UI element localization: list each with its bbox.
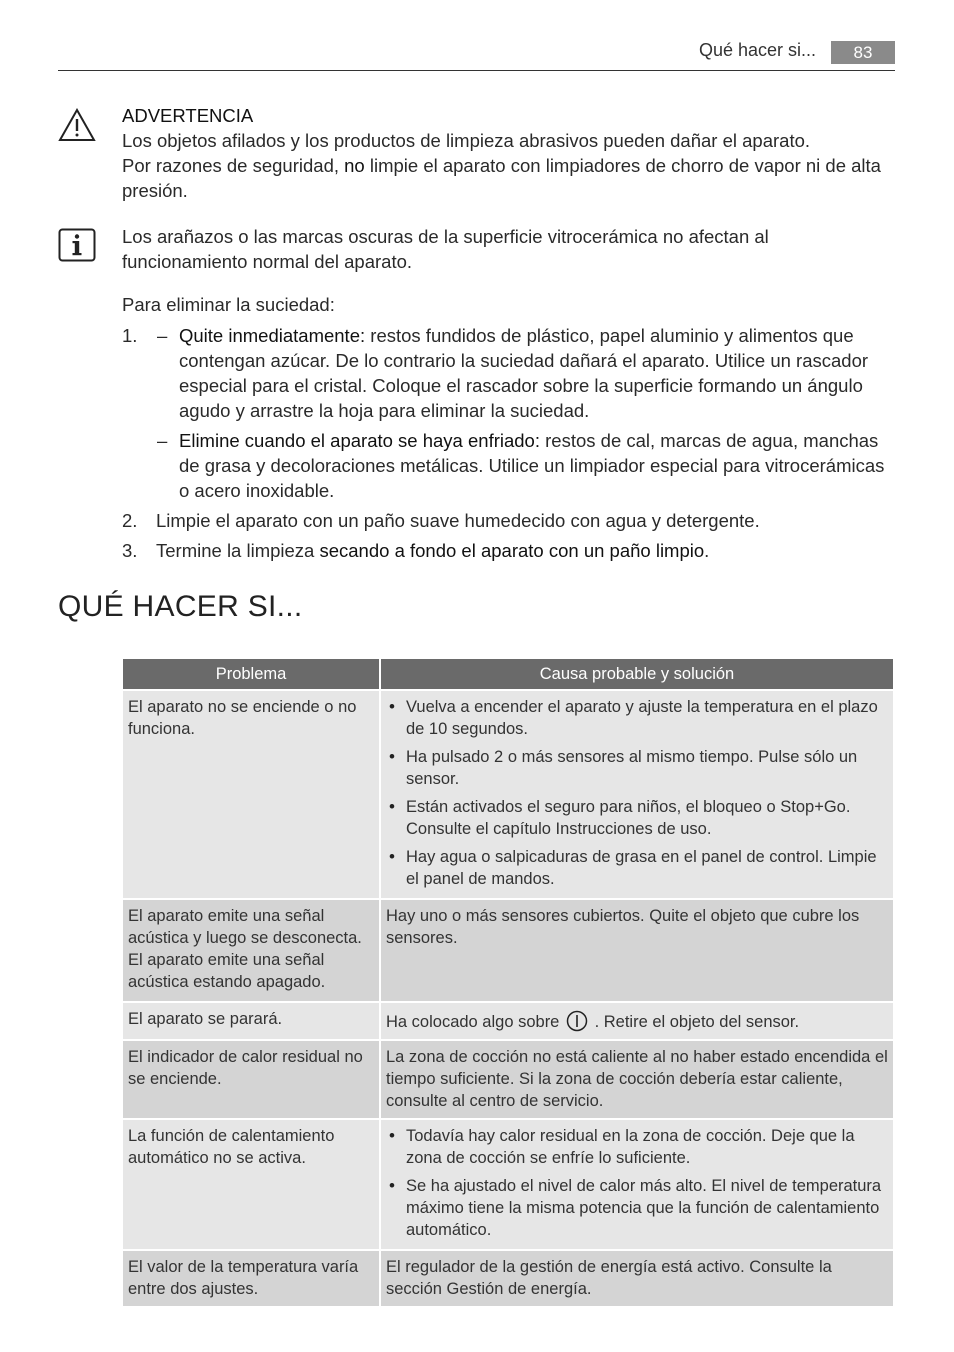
problem-cell: El aparato no se enciende o no funciona. [123,691,379,898]
warning-triangle-icon [58,108,96,142]
problem-cell: El aparato se parará. [123,1003,379,1039]
bullet-item: • Vuelva a encender el aparato y ajuste la temperatura en el plazo de 10 segundos. [386,696,888,740]
solution-cell [381,1003,893,1039]
problem-text: El aparato emite una señal acústica estando apagado. [128,951,326,991]
info-icon [58,228,96,262]
warning-line-2: Por razones de seguridad, no limpie el aparato con limpiadores de chorro de vapor ni de alta presión. [122,155,881,201]
solution-cell: La zona de cocción no está caliente al no haber estado encendida el tiempo suficiente. Si la zona de cocción debería estar caliente, consulte al centro de servicio. [381,1041,893,1118]
step-number: 3. [122,540,138,561]
step3-text: Termine la limpieza secando a fondo el aparato con un paño limpio. [156,540,710,561]
step1b-text: Elimine cuando el aparato se haya enfriado: restos de cal, marcas de agua, manchas de grasa y decoloraciones metálicas. Utilice un limpiador especial para vitrocerámicas o acero inoxidable. [179,430,885,501]
table-row [123,900,893,1001]
header-rule [58,70,895,71]
problem-cell [123,900,379,1001]
problem-text: El aparato emite una señal acústica y luego se desconecta. [128,907,362,947]
dash: – [157,430,168,451]
column-header-solution: Causa probable y solución [381,659,893,689]
solution-cell: El regulador de la gestión de energía está activo. Consulte la sección Gestión de energía. [381,1251,893,1306]
problem-cell: La función de calentamiento automático no se activa. [123,1120,379,1249]
problem-cell: El indicador de calor residual no se enciende. [123,1041,379,1118]
bullet-item: • Ha pulsado 2 o más sensores al mismo tiempo. Pulse sólo un sensor. [386,746,888,790]
solution-text: Ha colocado algo sobre [386,1013,560,1031]
troubleshooting-table [121,657,895,1308]
step1a-text: Quite inmediatamente: restos fundidos de plástico, papel aluminio y alimentos que contengan azúcar. De lo contrario la suciedad dañará el aparato. Utilice un rascador especial para el cristal. Coloque el rascador sobre la superficie formando un ángulo agudo y arrastre la hoja para eliminar la suciedad. [179,325,869,421]
column-header-problem: Problema [123,659,379,689]
warning-line-1: Los objetos afilados y los productos de limpieza abrasivos pueden dañar el aparato. [122,130,811,151]
solution-cell [381,1120,893,1249]
info-text: Los arañazos o las marcas oscuras de la superficie vitrocerámica no afectan al funcionamiento normal del aparato. [122,226,769,272]
bullet-item: • Están activados el seguro para niños, el bloqueo o Stop+Go. Consulte el capítulo Instrucciones de uso. [386,796,888,840]
section-title: QUÉ HACER SI... [58,590,303,623]
page-number: 83 [831,41,895,64]
table-row [123,1041,893,1118]
step-number: 1. [122,325,138,346]
bullet-item: • Todavía hay calor residual en la zona de cocción. Deje que la zona de cocción se enfríe lo suficiente. [386,1125,888,1169]
table-row [123,1251,893,1306]
step2-text: Limpie el aparato con un paño suave humedecido con agua y detergente. [156,510,760,531]
step-number: 2. [122,510,138,531]
power-icon [566,1010,588,1032]
warning-title: ADVERTENCIA [122,105,254,126]
table-row [123,1003,893,1039]
table-header-row [123,659,893,689]
warning-block [122,103,892,203]
dash: – [157,325,168,346]
running-header-title: Qué hacer si... [698,40,816,60]
solution-text: . Retire el objeto del sensor. [594,1013,800,1031]
problem-cell: El valor de la temperatura varía entre dos ajustes. [123,1251,379,1306]
solution-cell [381,691,893,898]
solution-cell: Hay uno o más sensores cubiertos. Quite el objeto que cubre los sensores. [381,900,893,1001]
cleaning-intro: Para eliminar la suciedad: [122,294,335,315]
bullet-item: • Se ha ajustado el nivel de calor más alto. El nivel de temperatura máximo tiene la misma potencia que la función de calentamiento automático. [386,1175,888,1241]
table-row [123,1120,893,1249]
table-row [123,691,893,898]
bullet-item: • Hay agua o salpicaduras de grasa en el panel de control. Limpie el panel de mandos. [386,846,888,890]
